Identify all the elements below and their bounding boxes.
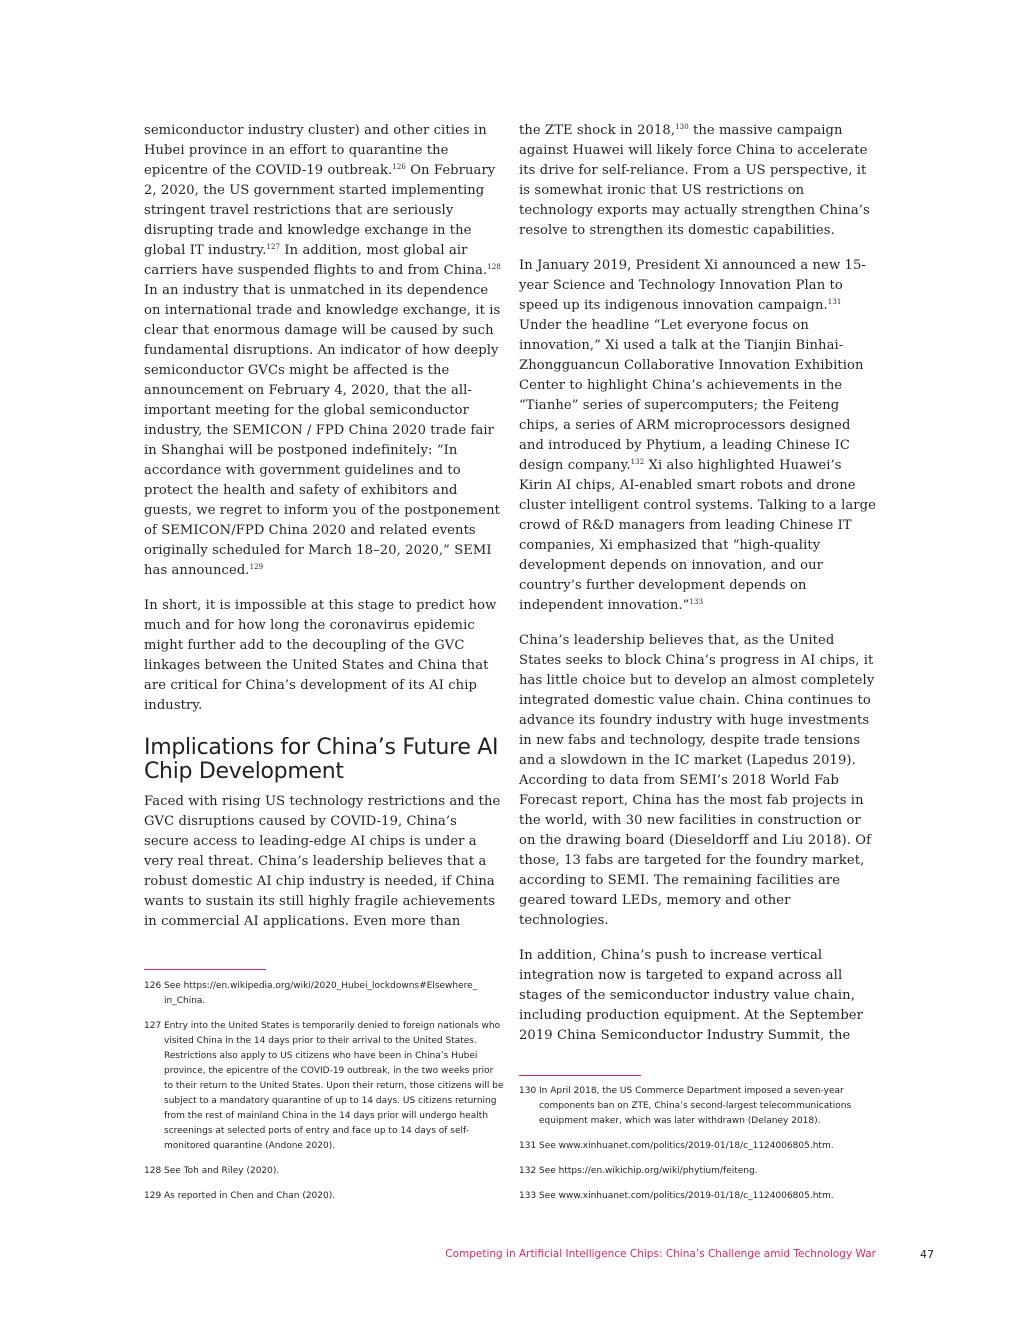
footnote-number: 127 — [144, 1021, 162, 1031]
footnote-text: See Toh and Riley (2020). — [164, 1166, 280, 1176]
footnote — [144, 979, 504, 1009]
footnote — [519, 1139, 879, 1154]
footnote-number: 133 — [519, 1191, 537, 1201]
footnote-text: As reported in Chen and Chan (2020). — [164, 1191, 336, 1201]
right-footnotes — [519, 1084, 879, 1214]
footnote-number: 128 — [144, 1166, 162, 1176]
footnote-text: See https://en.wikipedia.org/wiki/2020_Hubei_lockdowns#Elsewhere_ in_China. — [164, 981, 478, 1006]
footnote-number: 130 — [519, 1086, 537, 1096]
footnote-number: 131 — [519, 1141, 537, 1151]
left-footnotes — [144, 979, 504, 1214]
footnote-text: See www.xinhuanet.com/politics/2019-01/18/c_1124006805.htm. — [539, 1191, 834, 1201]
section-heading: Implications for China’s Future AI Chip Development — [144, 735, 499, 784]
body-paragraph: In addition, China’s push to increase vertical integration now is targeted to expand across all stages of the semiconductor industry value chain, including production equipment. At the September 2019 China Semiconductor Industry Summit, the — [519, 948, 864, 1043]
body-paragraph: semiconductor industry cluster) and other cities in Hubei province in an effort to quarantine the epicentre of the COVID-19 outbreak.$^{126}$ On February 2, 2020, the US government started implementing stringent travel restrictions that are seriously disrupting trade and knowledge exchange in the global IT industry.$^{127}$ In addition, most global air carriers have suspended flights to and from China.$^{128}$ In an industry that is unmatched in its dependence on international trade and knowledge exchange, it is clear that enormous damage will be caused by such fundamental disruptions. An indicator of how deeply semiconductor GVCs might be affected is the announcement on February 4, 2020, that the all-important meeting for the global semiconductor industry, the SEMICON / FPD China 2020 trade fair in Shanghai will be postponed indefinitely: “In accordance with government guidelines and to protect the health and safety of exhibitors and guests, we regret to inform you of the postponement of SEMICON/FPD China 2020 and related events originally scheduled for March 18–20, 2020,” SEMI has announced.$^{129}$ — [144, 123, 501, 578]
page-number: 47 — [920, 1248, 934, 1261]
footnote-ref[interactable]: 127 — [266, 243, 281, 251]
running-footer-title: Competing in Artificial Intelligence Chips: China’s Challenge amid Technology War — [445, 1248, 876, 1260]
footnote-ref[interactable]: 128 — [487, 263, 501, 271]
body-paragraph: In short, it is impossible at this stage to predict how much and for how long the coronavirus epidemic might further add to the decoupling of the GVC linkages between the United States and China that are critical for China’s development of its AI chip industry. — [144, 598, 497, 713]
footnote-ref[interactable]: 133 — [689, 598, 704, 606]
footnote-ref[interactable]: 131 — [827, 298, 842, 306]
footnote-text: See www.xinhuanet.com/politics/2019-01/18/c_1124006805.htm. — [539, 1141, 834, 1151]
footnote-text: See https://en.wikichip.org/wiki/phytium/feiteng. — [539, 1166, 758, 1176]
body-paragraph: the ZTE shock in 2018,$^{130}$ the massive campaign against Huawei will likely force China to accelerate its drive for self-reliance. From a US perspective, it is somewhat ironic that US restrictions on technology exports may actually strengthen China’s resolve to strengthen its domestic capabilities. — [519, 123, 870, 238]
footnote-text: In April 2018, the US Commerce Department imposed a seven-year components ban on ZTE, China’s second-largest telecommunications equipment maker, which was later withdrawn (Delaney 2018). — [539, 1086, 852, 1126]
footnote — [144, 1019, 504, 1154]
footnote-text: Entry into the United States is temporarily denied to foreign nationals who visited China in the 14 days prior to their arrival to the United States. Restrictions also apply to US citizens who have been in China’s Hubei province, the epicentre of the COVID-19 outbreak, in the two weeks prior to their return to the United States. Upon their return, those citizens will be subject to a mandatory quarantine of up to 14 days. US citizens returning from the rest of mainland China in the 14 days prior will undergo health screenings at selected ports of entry and face up to 14 days of self-monitored quarantine (Andone 2020). — [164, 1021, 504, 1151]
footnote-number: 129 — [144, 1191, 162, 1201]
footnote-ref[interactable]: 129 — [249, 563, 264, 571]
footnote — [144, 1189, 504, 1204]
body-paragraph: In January 2019, President Xi announced a new 15-year Science and Technology Innovation Plan to speed up its indigenous innovation campaign.$^{131}$ Under the headline “Let everyone focus on innovation,” Xi used a talk at the Tianjin Binhai-Zhongguancun Collaborative Innovation Exhibition Center to highlight China’s achievements in the “Tianhe” series of supercomputers; the Feiteng chips, a series of ARM microprocessors designed and introduced by Phytium, a leading Chinese IC design company.$^{132}$ Xi also highlighted Huawei’s Kirin AI chips, AI-enabled smart robots and drone cluster intelligent control systems. Talking to a large crowd of R&D managers from leading Chinese IT companies, Xi emphasized that “high-quality development depends on innovation, and our country’s further development depends on independent innovation.”$^{133}$ — [519, 258, 876, 613]
left-column — [144, 121, 504, 932]
footnote — [519, 1189, 879, 1204]
footnote-divider — [519, 1075, 641, 1076]
footnote-ref[interactable]: 126 — [392, 163, 406, 171]
right-column — [519, 121, 879, 1046]
footnote-number: 132 — [519, 1166, 537, 1176]
body-paragraph: China’s leadership believes that, as the United States seeks to block China’s progress in AI chips, it has little choice but to develop an almost completely integrated domestic value chain. China continues to advance its foundry industry with huge investments in new fabs and technology, despite trade tensions and a slowdown in the IC market (Lapedus 2019). According to data from SEMI’s 2018 World Fab Forecast report, China has the most fab projects in the world, with 30 new facilities in construction or on the drawing board (Dieseldorff and Liu 2018). Of those, 13 fabs are targeted for the foundry market, according to SEMI. The remaining facilities are geared toward LEDs, memory and other technologies. — [519, 633, 875, 928]
footnote — [144, 1164, 504, 1179]
body-paragraph: Faced with rising US technology restrictions and the GVC disruptions caused by COVID-19, China’s secure access to leading-edge AI chips is under a very real threat. China’s leadership believes that a robust domestic AI chip industry is needed, if China wants to sustain its still highly fragile achievements in commercial AI applications. Even more than — [144, 794, 501, 929]
footnote-ref[interactable]: 132 — [630, 458, 645, 466]
footnote-divider — [144, 969, 266, 970]
footnote-number: 126 — [144, 981, 162, 991]
footnote — [519, 1084, 879, 1129]
footnote-ref[interactable]: 130 — [675, 123, 689, 131]
footnote — [519, 1164, 879, 1179]
